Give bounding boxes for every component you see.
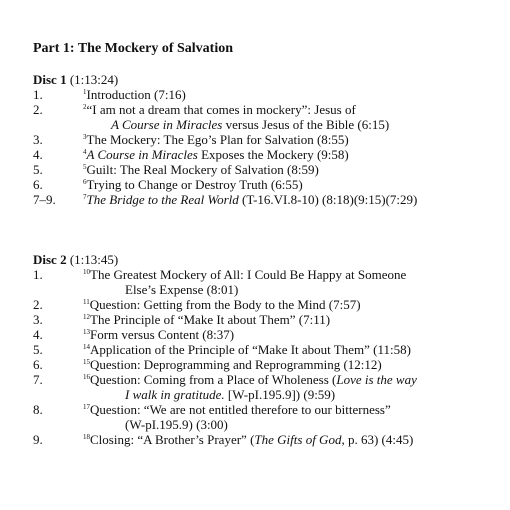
- italic-title: A Course in Miracles: [86, 147, 198, 162]
- footnote-marker: 6: [83, 178, 87, 186]
- track-title-continued: [83, 387, 503, 402]
- footnote-marker: 17: [83, 403, 90, 411]
- track-title: [83, 87, 503, 102]
- track-title: [83, 162, 503, 177]
- track-row-continuation: [33, 387, 503, 402]
- disc-list: [33, 57, 503, 447]
- footnote-marker: 12: [83, 313, 90, 321]
- track-number: 4.: [33, 327, 43, 342]
- track-number: 9.: [33, 432, 43, 447]
- track-row: [33, 432, 503, 447]
- footnote-marker: 2: [83, 103, 87, 111]
- track-row: [33, 312, 503, 327]
- footnote-marker: 16: [83, 373, 90, 381]
- disc-label: Disc 1: [33, 72, 67, 87]
- disc-heading: [33, 72, 503, 87]
- italic-title: The Bridge to the Real World: [86, 192, 239, 207]
- track-title: [83, 147, 503, 162]
- footnote-marker: 3: [83, 133, 87, 141]
- track-number: 5.: [33, 162, 43, 177]
- track-text: Question: Coming from a Place of Wholeness (: [90, 372, 337, 387]
- track-row: [33, 297, 503, 312]
- italic-title: A Course in Miracles: [111, 117, 223, 132]
- track-number: 7–9.: [33, 192, 56, 207]
- footnote-marker: 4: [83, 148, 87, 156]
- track-number: 3.: [33, 312, 43, 327]
- track-row: [33, 102, 503, 117]
- track-row: [33, 132, 503, 147]
- track-number-blank: [33, 117, 83, 132]
- track-title: [83, 177, 503, 192]
- footnote-marker: 5: [83, 163, 87, 171]
- track-text: Application of the Principle of “Make It about Them” (11:58): [90, 342, 411, 357]
- spacer: [33, 207, 503, 252]
- track-row-continuation: [33, 417, 503, 432]
- track-number: 8.: [33, 402, 43, 417]
- track-text: Introduction (7:16): [86, 87, 186, 102]
- track-row-continuation: [33, 117, 503, 132]
- track-text: Trying to Change or Destroy Truth (6:55): [86, 177, 303, 192]
- disc-duration: (1:13:45): [69, 252, 119, 267]
- track-title: [83, 192, 503, 207]
- footnote-marker: 7: [83, 193, 87, 201]
- track-title: [83, 102, 503, 117]
- disc-heading: [33, 252, 503, 267]
- track-row: [33, 267, 503, 282]
- track-title: [83, 432, 503, 447]
- track-text: Question: “We are not entitled therefore to our bitterness”: [90, 402, 391, 417]
- track-row: [33, 357, 503, 372]
- track-text: Exposes the Mockery (9:58): [197, 147, 349, 162]
- track-title: [83, 267, 503, 282]
- italic-title: Love is the way: [336, 372, 417, 387]
- track-row: [33, 162, 503, 177]
- track-row: [33, 192, 503, 207]
- track-text: Question: Deprogramming and Reprogramming (12:12): [90, 357, 382, 372]
- track-title-continued: [83, 282, 503, 297]
- track-text: (W-pI.195.9) (3:00): [125, 417, 228, 432]
- track-number: 3.: [33, 132, 43, 147]
- track-title: [83, 357, 503, 372]
- track-title: [83, 342, 503, 357]
- track-text: versus Jesus of the Bible (6:15): [222, 117, 390, 132]
- track-title-continued: [83, 117, 503, 132]
- track-number: 2.: [33, 297, 43, 312]
- track-row: [33, 327, 503, 342]
- track-text: , p. 63) (4:45): [341, 432, 414, 447]
- disc-label: Disc 2: [33, 252, 67, 267]
- track-number-blank: [33, 387, 83, 402]
- track-number: 6.: [33, 177, 43, 192]
- disc-duration: (1:13:24): [69, 72, 119, 87]
- footnote-marker: 15: [83, 358, 90, 366]
- track-number: 5.: [33, 342, 43, 357]
- track-text: (T-16.VI.8-10) (8:18)(9:15)(7:29): [238, 192, 418, 207]
- track-number: 2.: [33, 102, 43, 117]
- track-number: 1.: [33, 267, 43, 282]
- track-number: 1.: [33, 87, 43, 102]
- track-title: [83, 312, 503, 327]
- italic-title: The Gifts of God: [254, 432, 342, 447]
- track-row: [33, 342, 503, 357]
- track-text: Closing: “A Brother’s Prayer” (: [90, 432, 255, 447]
- track-title: [83, 372, 503, 387]
- track-title: [83, 297, 503, 312]
- track-title: [83, 132, 503, 147]
- track-number-blank: [33, 282, 83, 297]
- footnote-marker: 14: [83, 343, 90, 351]
- track-number: 6.: [33, 357, 43, 372]
- track-text: The Greatest Mockery of All: I Could Be Happy at Someone: [90, 267, 407, 282]
- track-text: Else’s Expense (8:01): [125, 282, 239, 297]
- footnote-marker: 10: [83, 268, 90, 276]
- spacer: [33, 57, 503, 72]
- track-row-continuation: [33, 282, 503, 297]
- track-title: [83, 402, 503, 417]
- track-number: 4.: [33, 147, 43, 162]
- track-number: 7.: [33, 372, 43, 387]
- footnote-marker: 13: [83, 328, 90, 336]
- track-text: The Principle of “Make It about Them” (7:11): [90, 312, 331, 327]
- track-row: [33, 372, 503, 387]
- track-text: Form versus Content (8:37): [90, 327, 235, 342]
- track-text: “I am not a dream that comes in mockery”: Jesus of: [86, 102, 356, 117]
- footnote-marker: 1: [83, 88, 87, 96]
- track-row: [33, 87, 503, 102]
- track-text: Question: Getting from the Body to the Mind (7:57): [89, 297, 361, 312]
- track-text: The Mockery: The Ego’s Plan for Salvation (8:55): [86, 132, 349, 147]
- track-row: [33, 177, 503, 192]
- track-title: [83, 327, 503, 342]
- track-title-continued: [83, 417, 503, 432]
- track-number-blank: [33, 417, 83, 432]
- footnote-marker: 11: [83, 298, 90, 306]
- track-listing: [33, 41, 503, 447]
- footnote-marker: 18: [83, 433, 90, 441]
- part-title: Part 1: The Mockery of Salvation: [33, 41, 233, 56]
- track-row: [33, 402, 503, 417]
- italic-title: I walk in gratitude.: [125, 387, 225, 402]
- track-row: [33, 147, 503, 162]
- track-text: Guilt: The Real Mockery of Salvation (8:59): [86, 162, 319, 177]
- track-text: [W-pI.195.9]) (9:59): [224, 387, 336, 402]
